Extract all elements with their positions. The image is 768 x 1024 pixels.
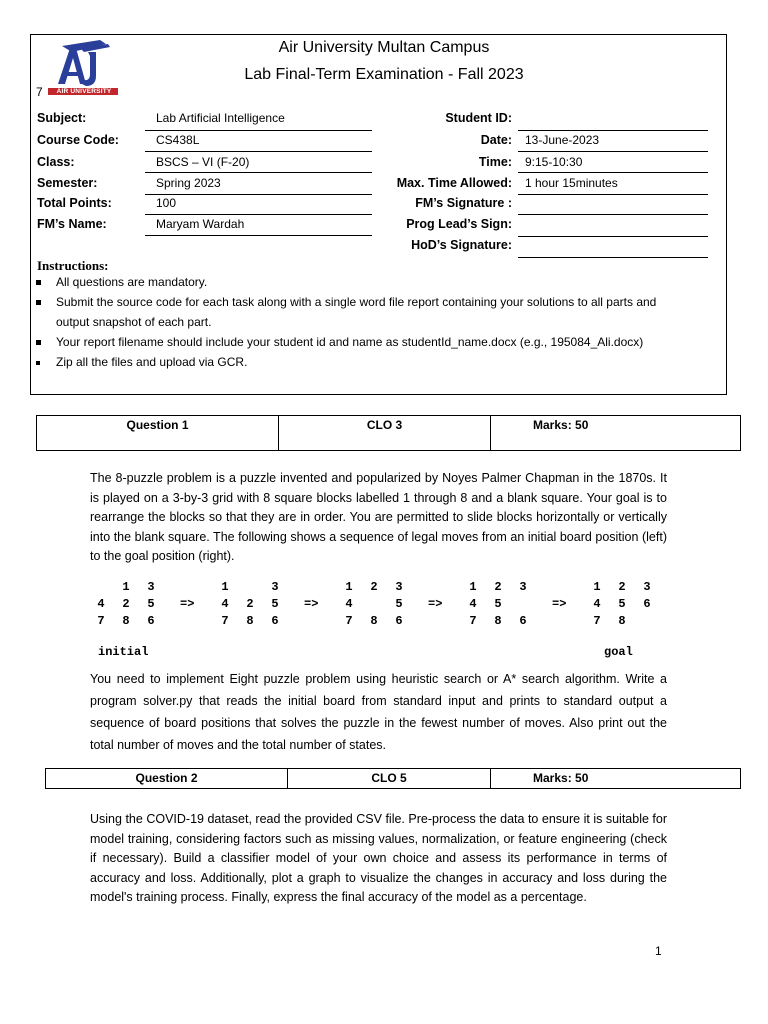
max-time-value: 1 hour 15minutes — [525, 176, 618, 190]
instruction-item: Zip all the files and upload via GCR. — [36, 352, 686, 372]
puzzle-tile: 4 — [593, 597, 601, 611]
puzzle-tile: 7 — [345, 614, 353, 628]
date-underline — [518, 151, 708, 152]
prog-lead-sign-label: Prog Lead’s Sign: — [406, 217, 512, 231]
question1-label: Question 1 — [37, 416, 279, 450]
course-code-underline — [145, 151, 372, 152]
semester-label: Semester: — [37, 176, 98, 190]
class-underline — [145, 172, 372, 173]
puzzle-tile: 7 — [469, 614, 477, 628]
puzzle-tile: 6 — [147, 614, 155, 628]
time-value: 9:15-10:30 — [525, 155, 583, 169]
move-arrow: => — [552, 597, 567, 611]
puzzle-tile: 2 — [370, 580, 378, 594]
puzzle-tile: 4 — [221, 597, 229, 611]
course-code-value: CS438L — [156, 133, 200, 147]
question2-label: Question 2 — [46, 769, 288, 788]
class-label: Class: — [37, 155, 75, 169]
puzzle-tile: 5 — [395, 597, 403, 611]
class-value: BSCS – VI (F-20) — [156, 155, 250, 169]
instructions-list — [36, 272, 686, 372]
puzzle-tile: 3 — [271, 580, 279, 594]
university-title: Air University Multan Campus — [278, 39, 490, 56]
max-time-underline — [518, 194, 708, 195]
fm-signature-underline — [518, 214, 708, 215]
total-points-underline — [145, 214, 372, 215]
question1-paragraph: The 8-puzzle problem is a puzzle invented and popularized by Noyes Palmer Chapman in the 1870s. It is played on a 3-by-3 grid with 8 square blocks labelled 1 through 8 and a blank square. Your goal is to rearrange the blocks so that they are in order. You are permitted to slide blocks horizontally or vertically into the blank square. The following shows a sequence of legal moves from an initial board position (left) to the goal position (right). — [90, 471, 667, 563]
puzzle-tile: 4 — [469, 597, 477, 611]
bullet-square-icon — [36, 300, 41, 305]
move-arrow: => — [428, 597, 443, 611]
puzzle-tile: 6 — [271, 614, 279, 628]
puzzle-tile: 6 — [519, 614, 527, 628]
puzzle-tile: 7 — [593, 614, 601, 628]
time-label: Time: — [478, 155, 512, 169]
date-label: Date: — [480, 133, 512, 147]
initial-label: initial — [98, 645, 149, 659]
puzzle-tile: 3 — [519, 580, 527, 594]
bullet-square-icon — [36, 280, 41, 285]
fm-name-underline — [145, 235, 372, 236]
puzzle-tile: 5 — [618, 597, 626, 611]
instruction-item: All questions are mandatory. — [36, 272, 686, 292]
puzzle-tile: 7 — [97, 614, 105, 628]
puzzle-tile: 2 — [122, 597, 130, 611]
instruction-item: Submit the source code for each task along with a single word file report containing your solutions to all parts and output snapshot of each part. — [36, 292, 686, 332]
move-arrow: => — [304, 597, 319, 611]
instruction-item: Your report filename should include your student id and name as studentId_name.docx (e.g., 195084_Ali.docx) — [36, 332, 686, 352]
puzzle-tile: 3 — [643, 580, 651, 594]
subject-label: Subject: — [37, 111, 87, 125]
question1-task: You need to implement Eight puzzle problem using heuristic search or A* search algorithm. Write a program solver.py that reads the initial board from standard input and prints to standard output a sequence of board positions that solves the puzzle in the fewest number of moves. Also print out the total number of moves and the total number of states. — [90, 672, 667, 752]
total-points-label: Total Points: — [37, 196, 112, 210]
question2-table — [45, 768, 741, 789]
puzzle-tile: 8 — [494, 614, 502, 628]
question2-marks: Marks: 50 — [533, 771, 589, 785]
logo-text: AIR UNIVERSITY — [56, 88, 112, 95]
hod-signature-label: HoD’s Signature: — [411, 238, 512, 252]
bullet-square-icon — [36, 340, 41, 345]
puzzle-tile: 1 — [122, 580, 130, 594]
puzzle-tile: 5 — [494, 597, 502, 611]
puzzle-tile: 8 — [618, 614, 626, 628]
puzzle-tile: 2 — [494, 580, 502, 594]
hod-signature-underline — [518, 257, 708, 258]
puzzle-tile: 8 — [370, 614, 378, 628]
puzzle-tile: 7 — [221, 614, 229, 628]
question1-marks: Marks: 50 — [533, 418, 589, 432]
puzzle-tile: 6 — [643, 597, 651, 611]
prog-lead-sign-underline — [518, 236, 708, 237]
question2-clo: CLO 5 — [288, 769, 491, 788]
puzzle-tile: 1 — [221, 580, 229, 594]
goal-label: goal — [604, 645, 633, 659]
fm-signature-label: FM’s Signature : — [415, 196, 512, 210]
student-id-label: Student ID: — [445, 111, 512, 125]
subject-underline — [145, 130, 372, 131]
puzzle-tile: 1 — [345, 580, 353, 594]
exam-title: Lab Final-Term Examination - Fall 2023 — [244, 66, 524, 83]
logo-number: 7 — [36, 85, 43, 99]
puzzle-tile: 3 — [395, 580, 403, 594]
puzzle-tile: 5 — [271, 597, 279, 611]
question1-clo: CLO 3 — [279, 416, 491, 450]
puzzle-tile: 3 — [147, 580, 155, 594]
puzzle-tile: 8 — [246, 614, 254, 628]
instructions-title: Instructions: — [37, 258, 109, 273]
bullet-square-icon — [36, 361, 40, 365]
max-time-label: Max. Time Allowed: — [396, 176, 512, 190]
time-underline — [518, 172, 708, 173]
semester-underline — [145, 194, 372, 195]
puzzle-sequence — [94, 580, 674, 640]
puzzle-tile: 5 — [147, 597, 155, 611]
date-value: 13-June-2023 — [525, 133, 600, 147]
puzzle-tile: 1 — [593, 580, 601, 594]
fm-name-value: Maryam Wardah — [156, 217, 245, 231]
puzzle-tile: 2 — [618, 580, 626, 594]
date-top-line — [518, 130, 708, 131]
puzzle-tile: 1 — [469, 580, 477, 594]
puzzle-tile: 4 — [345, 597, 353, 611]
puzzle-tile: 8 — [122, 614, 130, 628]
total-points-value: 100 — [156, 196, 177, 210]
course-code-label: Course Code: — [37, 133, 119, 147]
fm-name-label: FM’s Name: — [37, 217, 107, 231]
question2-paragraph: Using the COVID-19 dataset, read the provided CSV file. Pre-process the data to ensure it is suitable for model training, considering factors such as missing values, normalization, or feature engineering (check if necessary). Build a classifier model of your own choice and assess its performance in terms of accuracy and loss. Additionally, plot a graph to visualize the changes in accuracy and loss during the model's training process. Finally, express the final accuracy of the model as a percentage. — [90, 812, 667, 904]
subject-value: Lab Artificial Intelligence — [156, 111, 285, 125]
question1-table — [36, 415, 741, 451]
move-arrow: => — [180, 597, 195, 611]
page-number: 1 — [655, 944, 662, 958]
semester-value: Spring 2023 — [156, 176, 221, 190]
puzzle-tile: 6 — [395, 614, 403, 628]
puzzle-tile: 4 — [97, 597, 105, 611]
puzzle-tile: 2 — [246, 597, 254, 611]
